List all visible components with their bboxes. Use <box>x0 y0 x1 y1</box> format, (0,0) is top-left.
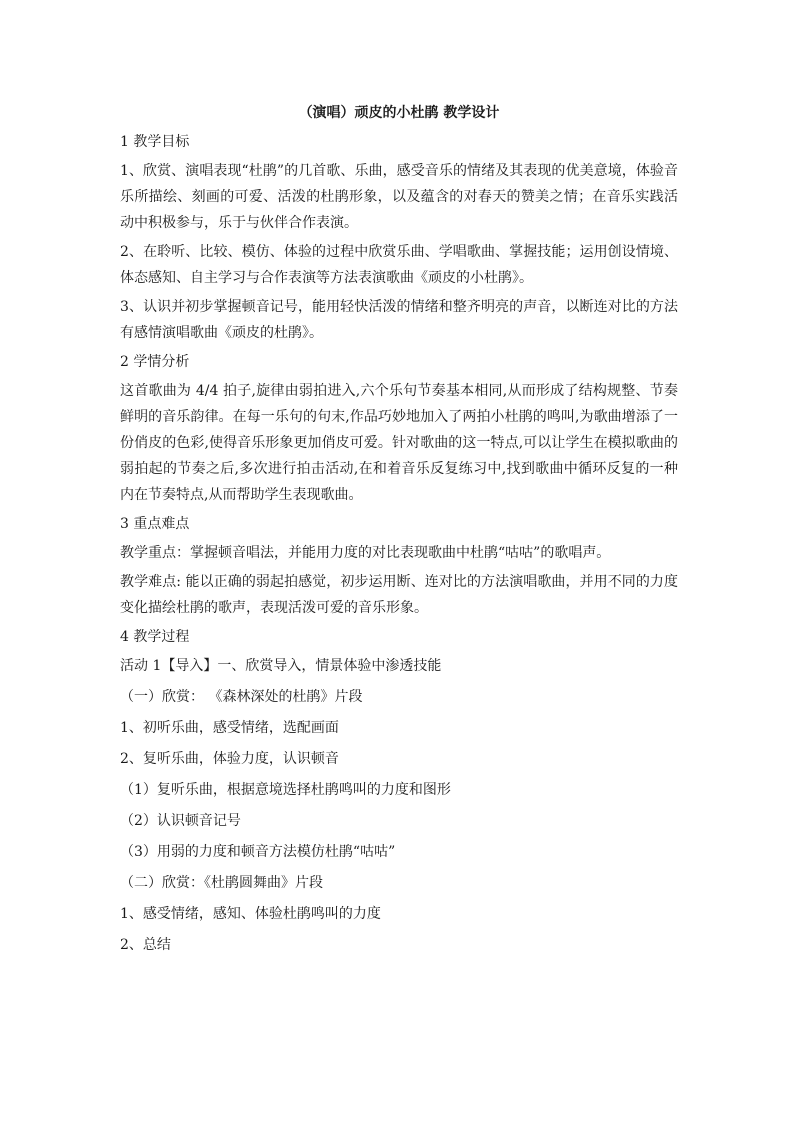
section-heading-key-points: 3 重点难点 <box>120 516 190 532</box>
activity-heading: 活动 1【导入】一、欣赏导入，情景体验中渗透技能 <box>120 658 442 674</box>
process-item: 1、初听乐曲，感受情绪，选配画面 <box>120 720 339 736</box>
objective-paragraph-3: 3、认识并初步掌握顿音记号，能用轻快活泼的情绪和整齐明亮的声音，以断连对比的方法有感情演唱歌曲《顽皮的杜鹃》。 <box>120 299 678 341</box>
document-title: （演唱）顽皮的小杜鹃 教学设计 <box>298 105 500 121</box>
objective-paragraph-1: 1、欣赏、演唱表现“杜鹃”的几首歌、乐曲，感受音乐的情绪及其表现的优美意境，体验音乐所描绘、刻画的可爱、活泼的杜鹃形象，以及蕴含的对春天的赞美之情；在音乐实践活动中积极参与，乐于与伙伴合作表演。 <box>120 163 678 231</box>
process-item: 2、复听乐曲，体验力度，认识顿音 <box>120 751 339 767</box>
process-item: 2、总结 <box>120 937 171 953</box>
process-item: （3）用弱的力度和顿音方法模仿杜鹃“咕咕” <box>120 844 396 860</box>
process-item: 1、感受情绪，感知、体验杜鹃鸣叫的力度 <box>120 906 381 922</box>
process-item: （2）认识顿音记号 <box>120 813 241 829</box>
process-item: （一）欣赏： 《森林深处的杜鹃》片段 <box>120 689 363 705</box>
document-body <box>120 100 678 963</box>
section-heading-analysis: 2 学情分析 <box>120 354 190 370</box>
analysis-paragraph: 这首歌曲为 4/4 拍子,旋律由弱拍进入,六个乐句节奏基本相同,从而形成了结构规整、节奏鲜明的音乐韵律。在每一乐句的句末,作品巧妙地加入了两拍小杜鹃的鸣叫,为歌曲增添了一份俏皮的色彩,使得音乐形象更加俏皮可爱。针对歌曲的这一特点,可以让学生在模拟歌曲的弱拍起的节奏之后,多次进行拍击活动,在和着音乐反复练习中,找到歌曲中循环反复的一种内在节奏特点,从而帮助学生表现歌曲。 <box>120 383 678 503</box>
process-item: （1）复听乐曲，根据意境选择杜鹃鸣叫的力度和图形 <box>120 782 451 798</box>
section-heading-objectives: 1 教学目标 <box>120 134 190 150</box>
key-point-paragraph: 教学重点：掌握顿音唱法，并能用力度的对比表现歌曲中杜鹃“咕咕”的歌唱声。 <box>120 545 611 561</box>
process-item: （二）欣赏：《杜鹃圆舞曲》片段 <box>120 875 323 891</box>
section-heading-process: 4 教学过程 <box>120 629 190 645</box>
difficulty-paragraph: 教学难点: 能以正确的弱起拍感觉，初步运用断、连对比的方法演唱歌曲，并用不同的力度变化描绘杜鹃的歌声，表现活泼可爱的音乐形象。 <box>120 574 678 616</box>
objective-paragraph-2: 2、在聆听、比较、模仿、体验的过程中欣赏乐曲、学唱歌曲、掌握技能；运用创设情境、体态感知、自主学习与合作表演等方法表演歌曲《顽皮的小杜鹃》。 <box>120 244 678 286</box>
